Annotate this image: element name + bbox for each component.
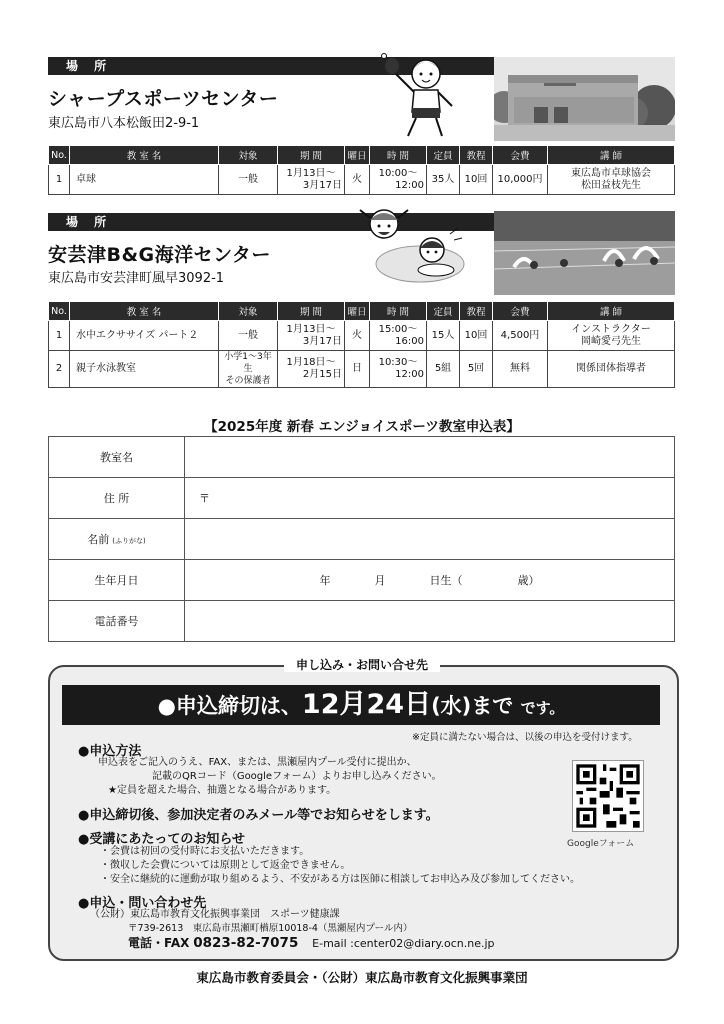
row-time: 10:00～ 12:00 [370, 165, 427, 195]
col-time: 時 間 [370, 146, 427, 165]
row-capacity: 35人 [427, 165, 460, 195]
application-form [48, 436, 675, 642]
name-field[interactable] [185, 519, 675, 560]
col-day: 曜日 [345, 146, 370, 165]
address-field[interactable] [185, 478, 675, 519]
tel-line: 電話・FAX 0823-82-7075 E-mail :center02@diary.ocn.ne.jp [128, 935, 495, 951]
venue1-address: 東広島市八本松飯田2-9-1 [48, 116, 200, 131]
col-instructor: 講 師 [548, 146, 675, 165]
row-instructor: 東広島市卓球協会 松田益枝先生 [548, 165, 675, 195]
row-target: 一般 [219, 321, 278, 351]
table-row [49, 321, 675, 351]
col-target: 対象 [219, 302, 278, 321]
deadline-banner: ●申込締切は、12月24日(水)まで です。 [62, 685, 660, 725]
notice-1: ・会費は初回の受付時にお支払いただきます。 [100, 846, 310, 857]
col-day: 曜日 [345, 302, 370, 321]
phone-label: 電話番号 [49, 601, 185, 642]
swimming-illustration [350, 204, 466, 288]
notice-title: ●受講にあたってのお知らせ [78, 832, 245, 847]
row-fee: 無料 [493, 351, 548, 388]
venue2-address: 東広島市安芸津町風早3092-1 [48, 271, 225, 286]
venue1-name: シャープスポーツセンター [48, 88, 279, 110]
col-class: 教 室 名 [70, 302, 219, 321]
row-instructor: 関係団体指導者 [548, 351, 675, 388]
organization: （公財）東広島市教育文化振興事業団 スポーツ健康課 [90, 909, 340, 920]
col-period: 期 間 [278, 146, 345, 165]
row-class: 親子水泳教室 [70, 351, 219, 388]
row-fee: 4,500円 [493, 321, 548, 351]
col-fee: 会費 [493, 302, 548, 321]
postal-address: 〒739-2613 東広島市黒瀬町楢原10018-4（黒瀬屋内プール内） [128, 923, 413, 934]
row-period: 1月13日～ 3月17日 [278, 165, 345, 195]
row-day: 火 [345, 321, 370, 351]
sports-center-photo [494, 57, 675, 141]
method-line-2: 記載のQRコード（Googleフォーム）よりお申し込みください。 [152, 771, 442, 782]
venue1-label: 場 所 [48, 57, 496, 75]
col-target: 対象 [219, 146, 278, 165]
qr-code-icon[interactable] [572, 760, 644, 832]
row-capacity: 5組 [427, 351, 460, 388]
pool-photo [494, 211, 675, 295]
class-name-label: 教室名 [49, 437, 185, 478]
method-line-1: 申込表をご記入のうえ、FAX、または、黒瀬屋内プール受付に提出か、 [98, 757, 417, 768]
col-no: No. [49, 302, 70, 321]
row-class: 卓球 [70, 165, 219, 195]
notice-3: ・安全に継続的に運動が取り組めるよう、不安がある方は医師に相談してお申込み及び参加してください。 [100, 874, 580, 885]
name-label: 名前 (ふりがな) [49, 519, 185, 560]
schedule-table-2 [48, 301, 675, 388]
row-capacity: 15人 [427, 321, 460, 351]
col-fee: 会費 [493, 146, 548, 165]
venue2-name: 安芸津B&G海洋センター [48, 244, 271, 266]
row-sessions: 10回 [460, 165, 493, 195]
row-no: 1 [49, 165, 70, 195]
row-fee: 10,000円 [493, 165, 548, 195]
class-name-field[interactable] [185, 437, 675, 478]
birth-field[interactable]: 年 月 日生（ 歳） [185, 560, 675, 601]
method-line-3: ★定員を超えた場合、抽選となる場合があります。 [108, 785, 337, 796]
row-time: 15:00～ 16:00 [370, 321, 427, 351]
row-period: 1月13日～ 3月17日 [278, 321, 345, 351]
table-row [49, 351, 675, 388]
qr-caption: Googleフォーム [567, 839, 635, 849]
row-day: 日 [345, 351, 370, 388]
phone-field[interactable] [185, 601, 675, 642]
notice-2: ・徴収した会費については原則として返金できません。 [100, 860, 351, 871]
row-day: 火 [345, 165, 370, 195]
col-class: 教 室 名 [70, 146, 219, 165]
col-instructor: 講 師 [548, 302, 675, 321]
col-period: 期 間 [278, 302, 345, 321]
birth-label: 生年月日 [49, 560, 185, 601]
form-title: 【2025年度 新春 エンジョイスポーツ教室申込表】 [204, 419, 520, 435]
inquiry-title: ●申込・問い合わせ先 [78, 896, 207, 911]
row-period: 1月18日～ 2月15日 [278, 351, 345, 388]
col-sessions: 教程 [460, 302, 493, 321]
col-no: No. [49, 146, 70, 165]
method-title: ●申込方法 [78, 744, 142, 759]
after-deadline-title: ●申込締切後、参加決定者のみメール等でお知らせをします。 [78, 808, 439, 823]
row-instructor: インストラクター 岡崎愛弓先生 [548, 321, 675, 351]
row-time: 10:30～ 12:00 [370, 351, 427, 388]
capacity-note: ※定員に満たない場合は、以後の申込を受付けます。 [412, 732, 638, 743]
postal-mark: 〒 [199, 492, 210, 505]
row-sessions: 10回 [460, 321, 493, 351]
schedule-table-1 [48, 145, 675, 195]
col-capacity: 定員 [427, 146, 460, 165]
footer-organizers: 東広島市教育委員会・（公財）東広島市教育文化振興事業団 [196, 970, 528, 985]
row-no: 2 [49, 351, 70, 388]
row-target: 一般 [219, 165, 278, 195]
table-row [49, 165, 675, 195]
row-target: 小学1～3年生 その保護者 [219, 351, 278, 388]
col-sessions: 教程 [460, 146, 493, 165]
row-no: 1 [49, 321, 70, 351]
col-capacity: 定員 [427, 302, 460, 321]
row-sessions: 5回 [460, 351, 493, 388]
venue2-label: 場 所 [48, 213, 496, 231]
col-time: 時 間 [370, 302, 427, 321]
table-tennis-illustration [378, 52, 464, 138]
row-class: 水中エクササイズ パート２ [70, 321, 219, 351]
contact-heading: 申し込み・お問い合せ先 [0, 656, 724, 673]
address-label: 住 所 [49, 478, 185, 519]
